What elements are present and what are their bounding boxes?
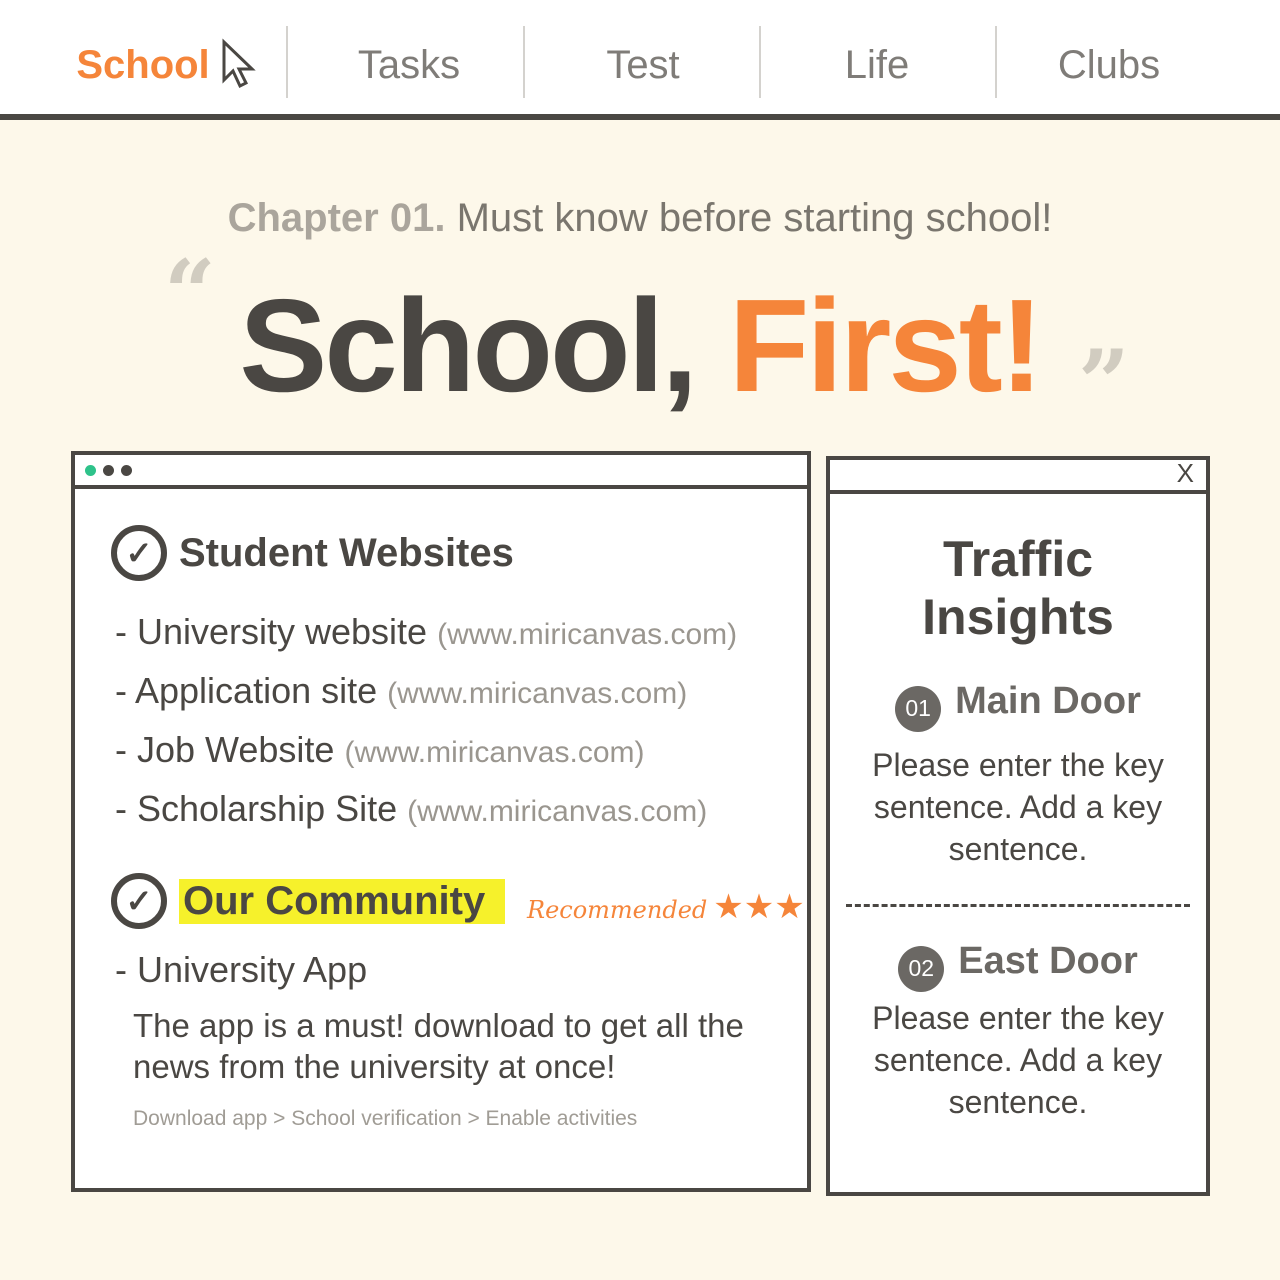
tab-clubs[interactable]: Clubs [1057, 42, 1161, 87]
top-nav [0, 0, 1280, 120]
link-item[interactable] [115, 729, 644, 771]
link-name: - University website [115, 611, 428, 652]
insights-title [830, 530, 1206, 646]
star-icons: ★★★ [713, 887, 805, 927]
section-title-text: Student Websites [179, 530, 514, 575]
window-titlebar [830, 460, 1206, 494]
chapter-heading [0, 196, 1280, 241]
link-name: - Application site [115, 670, 378, 711]
hero-part1: School, [239, 272, 695, 419]
close-icon[interactable]: X [1176, 458, 1194, 488]
tab-school[interactable] [50, 30, 286, 100]
recommended-label [527, 887, 805, 927]
link-item[interactable] [115, 670, 687, 712]
tab-test[interactable]: Test [606, 42, 680, 87]
dot-icon [121, 465, 132, 476]
item-title: Main Door [955, 680, 1141, 722]
student-websites-window [71, 451, 811, 1192]
tab-tasks[interactable]: Tasks [357, 42, 461, 87]
chapter-label: Chapter 01. [227, 196, 446, 240]
open-quote-icon: “ [164, 240, 216, 346]
link-url[interactable]: (www.miricanvas.com) [407, 795, 708, 828]
link-item[interactable] [115, 788, 707, 830]
green-dot-icon [85, 465, 96, 476]
app-item: - University App [115, 949, 368, 990]
link-url[interactable]: (www.miricanvas.com) [344, 736, 645, 769]
check-circle-icon: ✓ [111, 873, 167, 929]
hero-part2: First! [728, 272, 1041, 419]
link-name: - Scholarship Site [115, 788, 398, 829]
app-description: The app is a must! download to get all the news from the university at once! [133, 1007, 744, 1085]
divider [286, 26, 288, 98]
link-url[interactable]: (www.miricanvas.com) [437, 618, 738, 651]
number-badge: 02 [898, 946, 944, 992]
link-item[interactable] [115, 611, 737, 653]
title-line: Insights [922, 589, 1114, 645]
recommended-text: Recommended [527, 896, 708, 924]
title-line: Traffic [942, 531, 1094, 587]
link-name: - Job Website [115, 729, 335, 770]
window-titlebar [75, 455, 807, 489]
chapter-text: Must know before starting school! [456, 196, 1053, 240]
community-title [111, 873, 505, 929]
app-steps: Download app > School verification > Enable activities [133, 1107, 638, 1130]
item-title: East Door [958, 940, 1138, 982]
cursor-icon [220, 38, 260, 92]
close-quote-icon: ” [1078, 330, 1130, 436]
dot-icon [103, 465, 114, 476]
item-text: Please enter the key sentence. Add a key sentence. [872, 747, 1164, 867]
traffic-insights-window [826, 456, 1210, 1196]
tab-label: School [76, 42, 210, 87]
number-badge: 01 [895, 686, 941, 732]
link-url[interactable]: (www.miricanvas.com) [387, 677, 688, 710]
community-title-text: Our Community [179, 879, 505, 924]
item-heading [830, 680, 1206, 732]
tab-life[interactable]: Life [844, 42, 910, 87]
section-title [111, 525, 514, 581]
item-text: Please enter the key sentence. Add a key sentence. [872, 1000, 1164, 1120]
dashed-divider [846, 904, 1190, 907]
check-circle-icon: ✓ [111, 525, 167, 581]
item-heading [830, 940, 1206, 992]
